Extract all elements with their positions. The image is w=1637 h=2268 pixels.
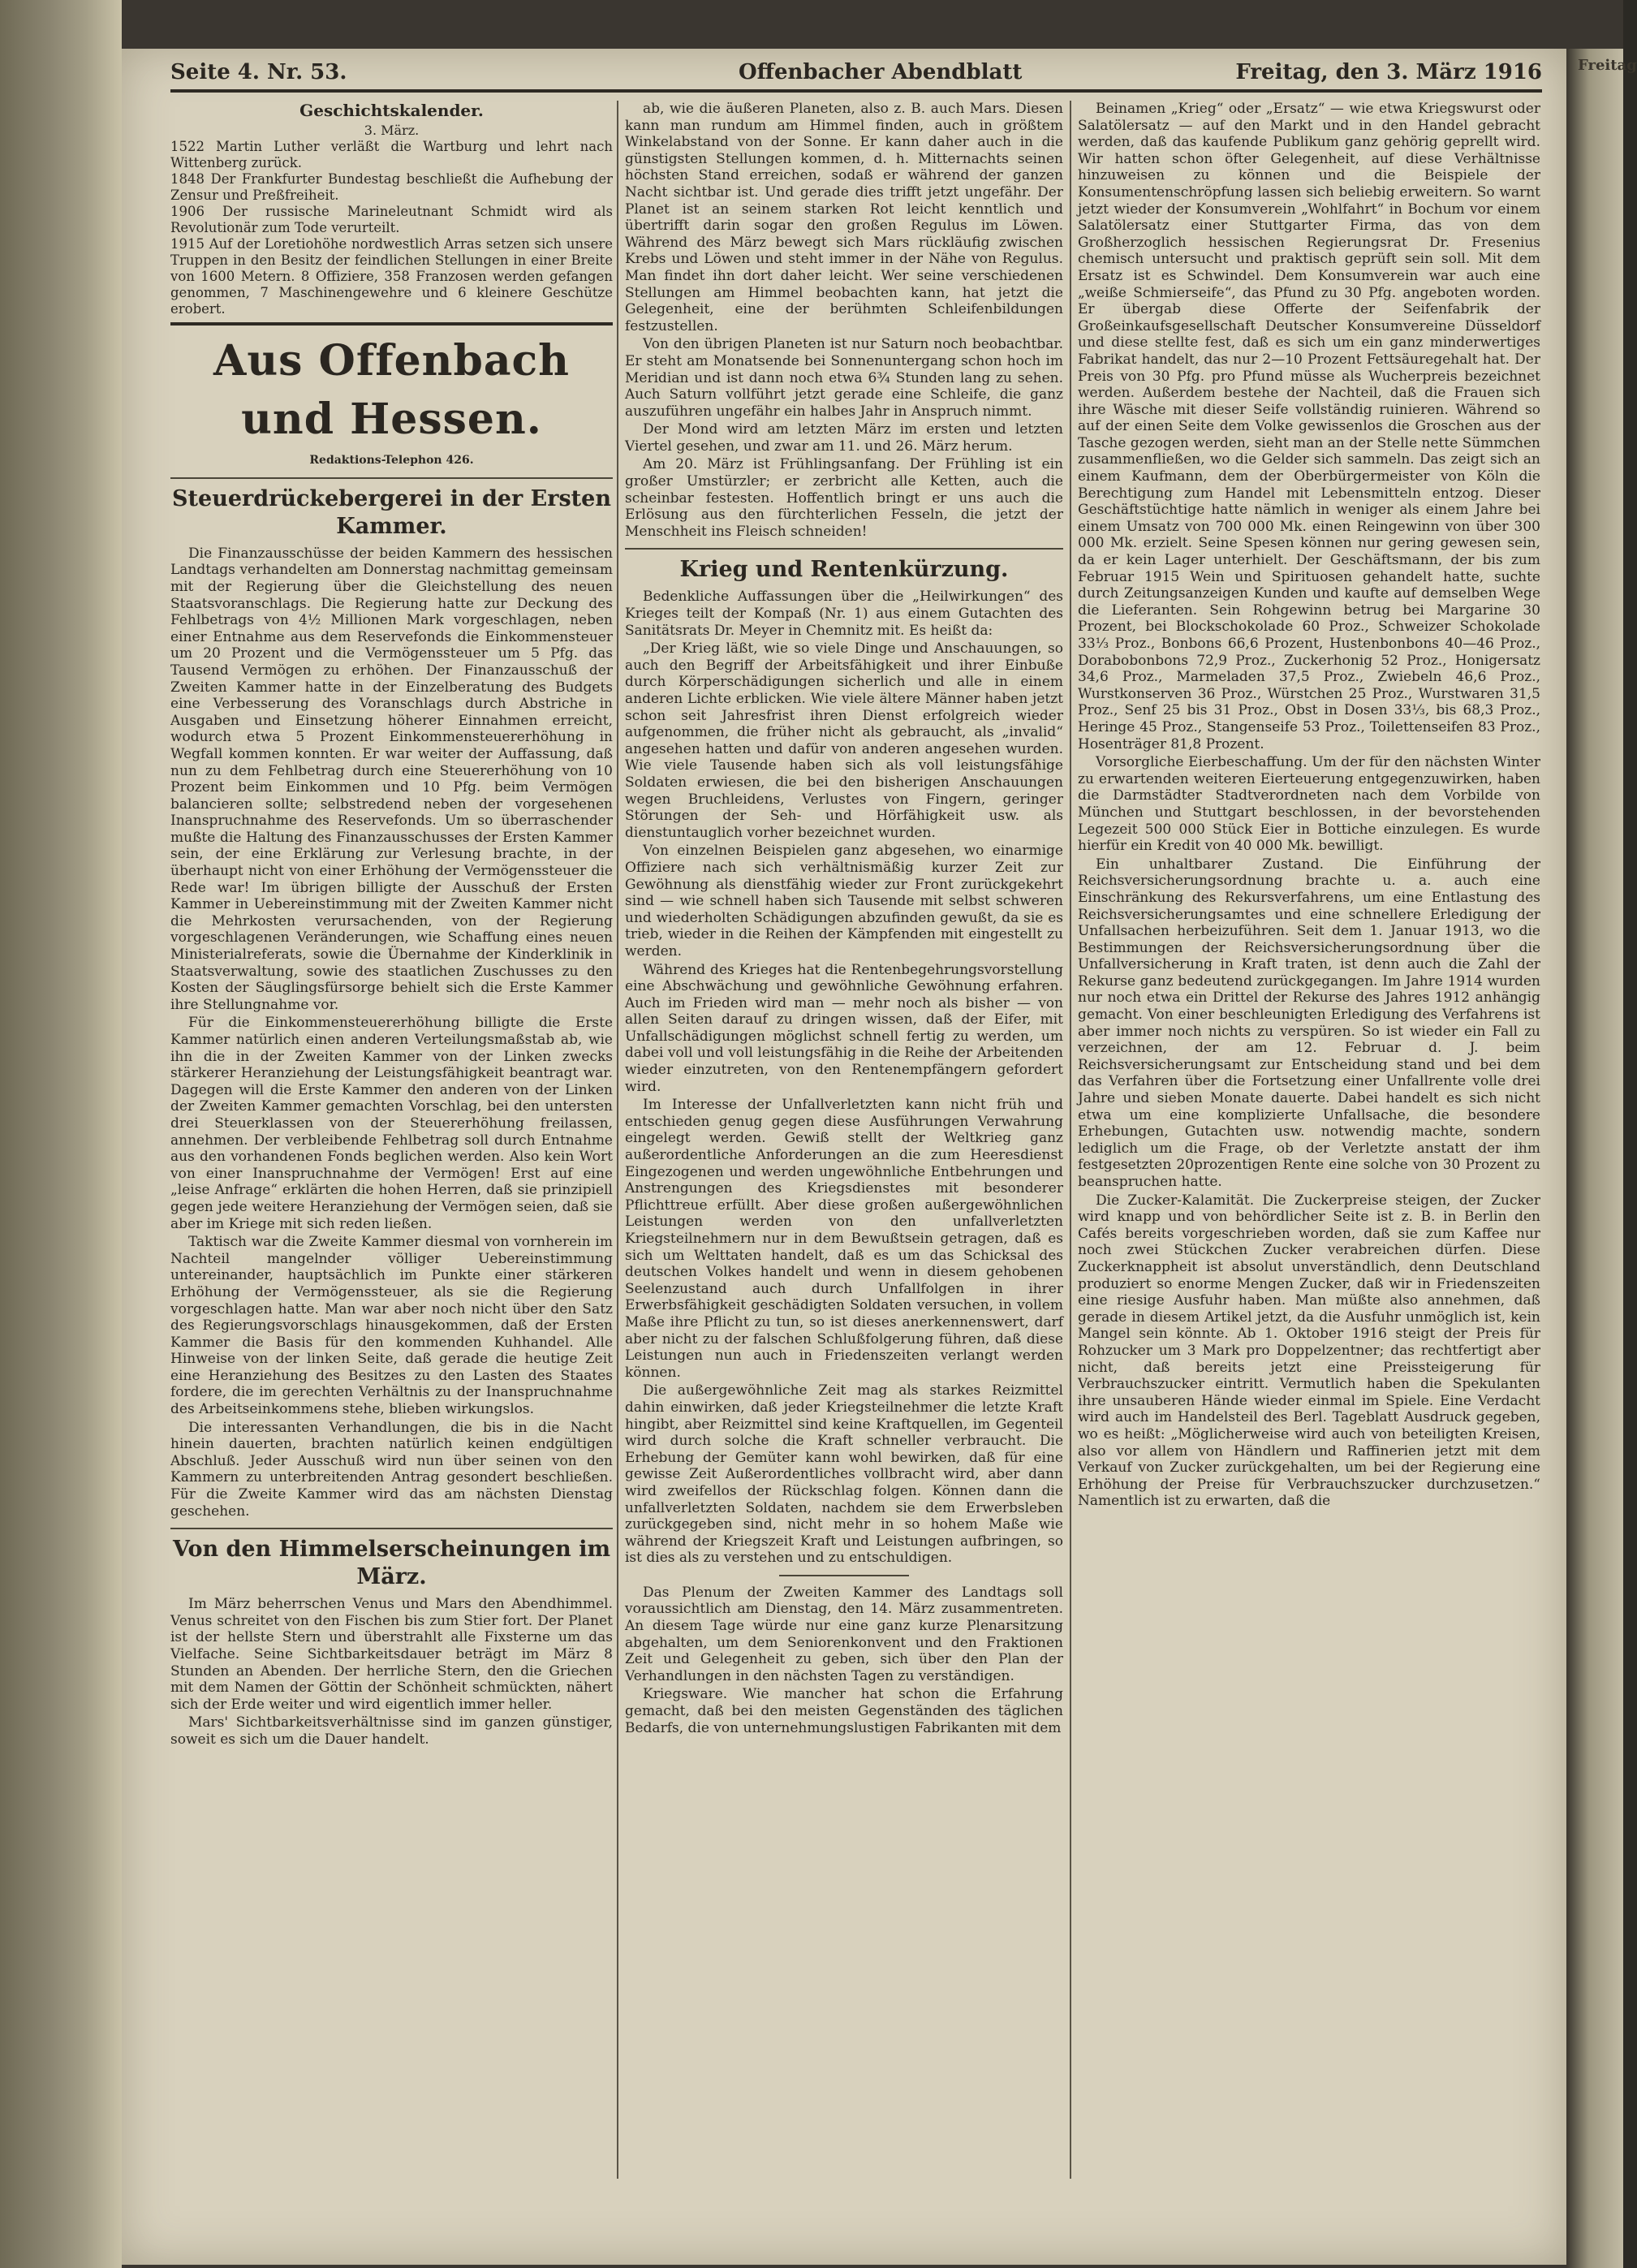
article-paragraph: Beinamen „Krieg“ oder „Ersatz“ — wie etwa Kriegswurst oder Salatölersatz — auf den Markt und in den Handel gebracht werden, daß das kaufende Publikum ganz gehörig geprellt wird. Wir hatten schon öfter Gelegenheit, auf diese Verhältnisse hinzuweisen zu können und die Beispiele der Konsumentenschröpfung lassen sich beliebig erweitern. So warnt jetzt wieder der Konsumverein „Wohlfahrt“ in Bochum vor einem Salatölersatz einer Stuttgarter Firma, das von dem Großherzoglich hessischen Regierungsrat Dr. Fresenius chemisch untersucht und praktisch geprüft sein soll. Mit dem Ersatz ist es Schwindel. Dem Konsumverein war auch eine „weiße Schmierseife“, das Pfund zu 30 Pfg. angeboten worden. Er übergab diese Offerte der Seifenfabrik der Großeinkaufsgesellschaft Deutscher Konsumvereine Düsseldorf und diese stellte fest, daß es sich um ein ganz minderwertiges Fabrikat handelt, das nur 2—10 Prozent Fettsäuregehalt hat. Der Preis von 30 Pfg. pro Pfund müsse als Wucherpreis bezeichnet werden. Außerdem bestehe der Nachteil, daß die Frauen sich ihre Wäsche mit dieser Seife vollständig ruinieren. Während so auf der einen Seite dem Volke gewissenlos die Groschen aus der Tasche gezogen werden, sieht man an der Stelle nette Sümmchen zusammenfließen, wo die Gelder sich sammeln. Das zeigt sich an einem Kaufmann, dem der Oberbürgermeister von Köln die Berechtigung zum Handel mit Lebensmitteln entzog. Dieser Geschäftstüchtige hatte nämlich in weniger als einem Jahre bei einem Umsatz von 700 000 Mk. einen Reingewinn von über 300 000 Mk. erzielt. Seine Spesen können nur gering gewesen sein, da er kein Lager unterhielt. Der Geschäftsmann, der bis zum Februar 1915 Wein und Spirituosen gehandelt hatte, suchte durch Zeitungsanzeigen Kunden und kaufte auf demselben Wege die Lieferanten. Sein Rohgewinn betrug bei Margarine 30 Prozent, bei Blockschokolade 60 Proz., Schweizer Schokolade 33⅓ Proz., Bonbons 66,6 Prozent, Hustenbonbons 40—46 Proz., Dorabobonbons 72,9 Proz., Zuckerhonig 52 Proz., Honigersatz 34,6 Proz., Marmeladen 37,5 Proz., Zwiebeln 46,6 Proz., Wurstkonserven 36 Proz., Würstchen 25 Proz., Wurstwaren 31,5 Proz., Senf 25 bis 31 Proz., Obst in Dosen 33⅓, bis 68,3 Proz., Heringe 45 Proz., Stangenseife 53 Proz., Toilettenseifen 83 Proz., Hosenträger 81,8 Prozent. (1078, 101, 1540, 752)
calendar-title: Geschichtskalender. (299, 101, 484, 120)
calendar-entry: 1848 Der Frankfurter Bundestag beschließt die Aufhebung der Zensur und Preßfreiheit. (170, 171, 613, 204)
column-2 (625, 101, 1063, 2179)
article-paragraph: Der Mond wird am letzten März im ersten und letzten Viertel gesehen, und zwar am 11. und 26. März herum. (625, 421, 1063, 455)
article-paragraph: Die Finanzausschüsse der beiden Kammern des hessischen Landtags verhandelten am Donnerstag nachmittag gemeinsam mit der Regierung über die Gleichstellung des neuen Staatsvoranschlags. Die Regierung hatte zur Deckung des Fehlbetrags von 4½ Millionen Mark vorgeschlagen, neben einer Entnahme aus dem Reservefonds die Einkommensteuer um 20 Prozent und die Vermögenssteuer um 5 Pfg. das Tausend Vermögen zu erhöhen. Der Finanzausschuß der Zweiten Kammer hatte in der Einzelberatung des Budgets eine Verbesserung des Voranschlags durch Abstriche in Ausgaben und Einsetzung höherer Einnahmen erreicht, wodurch etwa 5 Prozent Einkommensteuererhöhung in Wegfall kommen konnten. Er war weiter der Auffassung, daß nun zu dem Fehlbetrag durch eine Steuererhöhung von 10 Prozent beim Einkommen und 10 Pfg. beim Vermögen balancieren sollte; selbstredend neben der vorgesehenen Inanspruchnahme des Reservefonds. Um so überraschender mußte die Haltung des Finanzausschusses der Ersten Kammer sein, der eine Erklärung zur Verlesung brachte, in der überhaupt nicht von einer Erhöhung der Vermögenssteuer die Rede war! Im übrigen billigte der Ausschuß der Ersten Kammer in Uebereinstimmung mit der Zweiten Kammer nicht die Mehrkosten verursachenden, von der Regierung vorgeschlagenen Veränderungen, wie Schaffung eines neuen Ministerialreferats, sowie die Übernahme der Kinderklinik in Staatsverwaltung, sowie des staatlichen Zuschusses zu den Kosten der Säuglingsfürsorge behielt sich die Erste Kammer ihre Stellungnahme vor. (170, 545, 613, 1013)
article-paragraph: Das Plenum der Zweiten Kammer des Landtags soll voraussichtlich am Dienstag, den 14. März zusammentreten. An diesem Tage würde nur eine ganz kurze Plenarsitzung abgehalten, um dem Seniorenkonvent und den Fraktionen Zeit und Gelegenheit zu geben, sich über den Plan der Verhandlungen in den nächsten Tagen zu verständigen. (625, 1584, 1063, 1684)
article-paragraph: Vorsorgliche Eierbeschaffung. Um der für den nächsten Winter zu erwartenden weiteren Eierteuerung entgegenzuwirken, haben die Darmstädter Stadtverordneten nach dem Vorbilde von München und Stuttgart beschlossen, in der bevorstehenden Legezeit 500 000 Stück Eier in Bottiche einzulegen. Es wurde hierfür ein Kredit von 40 000 Mk. bewilligt. (1078, 754, 1540, 855)
header-newspaper-name: Offenbacher Abendblatt (739, 60, 1023, 84)
calendar-entry: 1915 Auf der Loretiohöhe nordwestlich Arras setzen sich unsere Truppen in den Besitz der feindlichen Stellungen in einer Breite von 1600 Metern. 8 Offiziere, 358 Franzosen werden gefangen genommen, 7 Maschinengewehre und 6 kleinere Geschütze erobert. (170, 236, 613, 317)
book-binding (0, 0, 122, 2268)
article-paragraph: Die Zucker-Kalamität. Die Zuckerpreise steigen, der Zucker wird knapp und von behördlicher Seite ist z. B. in Berlin den Cafés bereits vorgeschrieben worden, daß sie zum Kaffee nur noch zwei Stückchen Zucker verabreichen dürfen. Diese Zuckerknappheit ist absolut unverständlich, denn Deutschland produziert so enorme Mengen Zucker, daß wir in Friedenszeiten eine riesige Ausfuhr haben. Man müßte also annehmen, daß gerade in diesem Artikel jetzt, da die Ausfuhr unmöglich ist, kein Mangel sein könnte. Ab 1. Oktober 1916 steigt der Preis für Rohzucker um 3 Mark pro Doppelzentner; das rechtfertigt aber nicht, daß bereits jetzt eine Preissteigerung für Verbrauchszucker eintritt. Vermutlich haben die Spekulanten ihre unsauberen Hände wieder einmal im Spiele. Eine Verdacht wird auch im Handelsteil des Berl. Tageblatt Ausdruck gegeben, wo es heißt: „Möglicherweise wird auch von beteiligten Kreisen, also vor allem von Händlern und Raffinerien jetzt mit dem Verkauf von Zucker zurückgehalten, um bei der Regierung eine Erhöhung der Preise für Verbrauchszucker durchzusetzen.“ Namentlich ist zu erwarten, daß die (1078, 1192, 1540, 1510)
calendar-entry: 1522 Martin Luther verläßt die Wartburg und lehrt nach Wittenberg zurück. (170, 139, 613, 171)
article-paragraph: Die außergewöhnliche Zeit mag als starkes Reizmittel dahin einwirken, daß jeder Kriegsteilnehmer die letzte Kraft hingibt, aber Reizmittel sind keine Kraftquellen, im Gegenteil wird durch solche die Kraft schneller verbraucht. Die Erhebung der Gemüter kann wohl bewirken, daß für eine gewisse Zeit Außerordentliches vollbracht wird, aber dann wird zweifellos der Rückschlag folgen. Können dann die unfallverletzten Soldaten, nachdem sie dem Erwerbsleben zurückgegeben sind, nicht mehr in so hohem Maße wie während der Kriegszeit Kraft und Leistungen aufbringen, so ist dies als zu verstehen und zu entschuldigen. (625, 1382, 1063, 1567)
article-paragraph: Im März beherrschen Venus und Mars den Abendhimmel. Venus schreitet von den Fischen bis zum Stier fort. Der Planet ist der hellste Stern und überstrahlt alle Fixsterne um das Vielfache. Seine Sichtbarkeitsdauer beträgt im März 8 Stunden an Abenden. Der herrliche Stern, den die Griechen mit dem Namen der Göttin der Schönheit schmückten, nähert sich der Erde weiter und wird eigentlich immer heller. (170, 1596, 613, 1713)
article-paragraph: „Der Krieg läßt, wie so viele Dinge und Anschauungen, so auch den Begriff der Arbeitsfähigkeit und ihrer Einbuße durch Körperschädigungen sicherlich und alle in einem anderen Lichte erblicken. Wie viele ältere Männer haben jetzt schon seit Jahresfrist ihren Dienst erfolgreich wieder aufgenommen, die früher nicht als gebraucht, als „invalid“ angesehen hatten und dafür von anderen angesehen wurden. Wie viele Tausende haben sich als voll leistungsfähige Soldaten erwiesen, die bei den bisherigen Anschauungen wegen Bruchleidens, Verlustes von Fingern, geringer Störungen der Seh- und Hörfähigkeit usw. als dienstuntauglich vorher bezeichnet wurden. (625, 640, 1063, 841)
section-title: Aus Offenbach und Hessen. (170, 322, 613, 449)
calendar-entry: 1906 Der russische Marineleutnant Schmidt wird als Revolutionär zum Tode verurteilt. (170, 204, 613, 236)
article-paragraph: Mars' Sichtbarkeitsverhältnisse sind im ganzen günstiger, soweit es sich um die Dauer handelt. (170, 1714, 613, 1748)
article-paragraph: ab, wie die äußeren Planeten, also z. B. auch Mars. Diesen kann man rundum am Himmel finden, auch in größtem Winkelabstand von der Sonne. Er kann daher auch in die günstigsten Stellungen kommen, d. h. Mitternachts seinen höchsten Stand erreichen, sodaß er während der ganzen Nacht sichtbar ist. Und gerade dies trifft jetzt ungefähr. Der Planet ist an seinem starken Rot leicht kenntlich und übertrifft darin sogar den großen Regulus im Löwen. Während des März bewegt sich Mars rückläufig zwischen Krebs und Löwen und steht immer in der Nähe von Regulus. Man findet ihn dort daher leicht. Wer seine verschiedenen Stellungen am Himmel beobachten kann, hat jetzt die Gelegenheit, eine der berühmten Schleifenbildungen festzustellen. (625, 101, 1063, 334)
phone-line: Redaktions-Telephon 426. (309, 454, 474, 468)
next-page-word: Freitag (1578, 57, 1637, 74)
calendar-date: 3. März. (364, 122, 420, 138)
column-3 (1078, 101, 1540, 2179)
article-paragraph: Im Interesse der Unfallverletzten kann nicht früh und entschieden genug gegen diese Ausführungen Verwahrung eingelegt werden. Gewiß stellt der Weltkrieg ganz außerordentliche Anforderungen an die zum Heeresdienst Eingezogenen und werden ungewöhnliche Entbehrungen und Anstrengungen des Kriegsdienstes mit besonderer Pflichttreue erfüllt. Aber diese großen außergewöhnlichen Leistungen werden von den unfallverletzten Kriegsteilnehmern nur in dem Bewußtsein getragen, daß es sich um Welttaten handelt, daß es um das Schicksal des deutschen Volkes handelt und wenn in diesem gehobenen Seelenzustand auch durch Unfallfolgen in ihrer Erwerbsfähigkeit geschädigten Soldaten versuchen, in vollem Maße ihre Pflicht zu tun, so ist dieses anerkennenswert, darf aber nicht zu der falschen Schlußfolgerung führen, daß diese Leistungen nun auch in Friedenszeiten verlangt werden können. (625, 1097, 1063, 1381)
column-1 (170, 101, 613, 2179)
article-paragraph: Für die Einkommensteuererhöhung billigte die Erste Kammer natürlich einen anderen Verteilungsmaßstab ab, wie ihn die in der Zweiten Kammer von der Linken zwecks stärkerer Heranziehung der Leistungsfähigkeit beantragt war. Dagegen will die Erste Kammer den anderen von der Linken der Zweiten Kammer gemachten Vorschlag, bei den untersten drei Steuerklassen von der Steuererhöhung freilassen, annehmen. Der verbleibende Fehlbetrag soll durch Entnahme aus den vorhandenen Fonds beglichen werden. Also kein Wort von einer Inanspruchnahme der Vermögen! Erst auf eine „leise Anfrage“ erklärten die hohen Herren, daß sie prinzipiell gegen jede weitere Heranziehung der Vermögen seien, daß sie aber im Kriege mit sich reden ließen. (170, 1015, 613, 1232)
article-title: Krieg und Rentenkürzung. (625, 548, 1063, 584)
header-page-number: Seite 4. Nr. 53. (170, 60, 347, 84)
article-title: Von den Himmelserscheinungen im März. (170, 1528, 613, 1591)
article-paragraph: Ein unhaltbarer Zustand. Die Einführung der Reichsversicherungsordnung brachte u. a. auch eine Einschränkung des Rekursverfahrens, um eine Entlastung des Reichsversicherungsamtes und eine schnellere Erledigung der Unfallsachen herbeizuführen. Seit dem 1. Januar 1913, wo die Bestimmungen der Reichsversicherungsordnung über die Unfallversicherung in Kraft traten, ist denn auch die Zahl der Rekurse ganz bedeutend zurückgegangen. Im Jahre 1914 wurden nur noch etwa ein Drittel der Rekurse des Jahres 1912 anhängig gemacht. Von einer beschleunigten Erledigung des Verfahrens ist aber immer noch nichts zu verspüren. So ist wieder ein Fall zu verzeichnen, der am 12. Februar d. J. beim Reichsversicherungsamt zur Entscheidung stand und bei dem das Verfahren über die Fortsetzung einer Unfallrente volle drei Jahre und sieben Monate dauerte. Dabei handelt es sich nicht etwa um eine komplizierte Unfallsache, die besondere Erhebungen, Gutachten usw. notwendig machte, sondern lediglich um die Frage, ob der Verletzte anstatt der ihm festgesetzten 20prozentigen Rente eine solche von 30 Prozent zu beanspruchen hatte. (1078, 856, 1540, 1190)
column-rule-1 (617, 101, 618, 2179)
divider (779, 1575, 909, 1576)
article-paragraph: Von den übrigen Planeten ist nur Saturn noch beobachtbar. Er steht am Monatsende bei Sonnenuntergang schon hoch im Meridian und ist dann noch etwa 6¾ Stunden lang zu sehen. Auch Saturn vollführt jetzt gerade eine Schleife, die ganz auszuführen ungefähr ein halbes Jahr in Anspruch nimmt. (625, 336, 1063, 420)
article-paragraph: Taktisch war die Zweite Kammer diesmal von vornherein im Nachteil mangelnder völliger Uebereinstimmung untereinander, hauptsächlich im Punkte einer stärkeren Erhöhung der Vermögenssteuer, als sie die Regierung vorgeschlagen hatte. Man war aber noch nicht über den Satz des Regierungsvorschlags hinausgekommen, daß der Ersten Kammer die Basis für den kommenden Kuhhandel. Alle Hinweise von der linken Seite, daß gerade die heutige Zeit eine Heranziehung des Besitzes zu den Lasten des Staates fordere, die im gerechten Verhältnis zu der Inanspruchnahme des Arbeitseinkommens stehe, blieben wirkungslos. (170, 1234, 613, 1418)
article-paragraph: Während des Krieges hat die Rentenbegehrungsvorstellung eine Abschwächung und gewöhnliche Gewöhnung erfahren. Auch im Frieden wird man — mehr noch als bisher — von allen Seiten darauf zu dringen wissen, daß der Eifer, mit Unfallschädigungen möglichst schnell fertig zu werden, um dabei voll und voll leistungsfähig in die Reihe der Arbeitenden wieder einzutreten, von den Rentenempfängern gefordert wird. (625, 961, 1063, 1095)
article-paragraph: Bedenkliche Auffassungen über die „Heilwirkungen“ des Krieges teilt der Kompaß (Nr. 1) aus einem Gutachten des Sanitätsrats Dr. Meyer in Chemnitz mit. Es heißt da: (625, 589, 1063, 639)
next-page-edge (1566, 49, 1637, 2268)
article-paragraph: Die interessanten Verhandlungen, die bis in die Nacht hinein dauerten, brachten natürlich keinen endgültigen Abschluß. Jeder Ausschuß wird nun über seinen von den Kammern zu unterbreitenden Antrag gesondert beschließen. Für die Zweite Kammer wird das am nächsten Dienstag geschehen. (170, 1419, 613, 1520)
column-rule-2 (1070, 101, 1071, 2179)
article-title: Steuerdrückebergerei in der Ersten Kammer. (170, 477, 613, 541)
header-date: Freitag, den 3. März 1916 (1235, 60, 1542, 84)
article-paragraph: Kriegsware. Wie mancher hat schon die Erfahrung gemacht, daß bei den meisten Gegenständen des täglichen Bedarfs, die von unternehmungslustigen Fabrikanten mit dem (625, 1686, 1063, 1736)
page-header (170, 57, 1542, 93)
article-paragraph: Von einzelnen Beispielen ganz abgesehen, wo einarmige Offiziere nach sich verhältnismäßig kurzer Zeit zur Gewöhnung als dienstfähig wieder zur Front zurückgekehrt sind — wie schnell haben sich Tausende mit selbst schweren und wiederholten Schädigungen abzufinden gewußt, da sie es trieb, wieder in die Reihen der Kämpfenden mit eingestellt zu werden. (625, 843, 1063, 959)
article-paragraph: Am 20. März ist Frühlingsanfang. Der Frühling ist ein großer Umstürzler; er zerbricht alle Ketten, auch die scheinbar festesten. Hoffentlich bringt er uns auch die Erlösung aus den fürchterlichen Fesseln, die jetzt der Menschheit ins Fleisch schneiden! (625, 456, 1063, 540)
